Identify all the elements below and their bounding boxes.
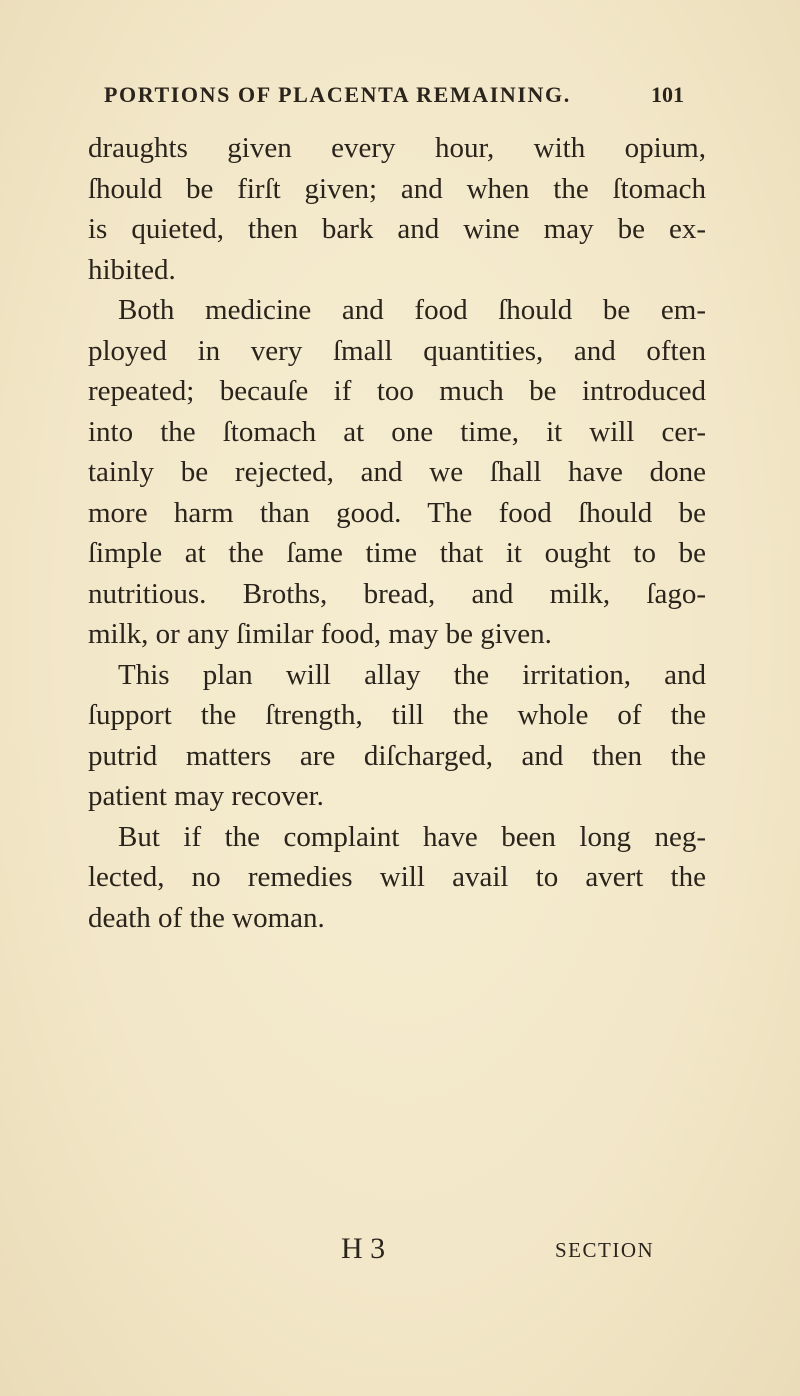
body-text — [88, 128, 706, 938]
signature-mark: H 3 — [341, 1232, 386, 1265]
text-line: patient may recover. — [88, 780, 324, 812]
text-line: nutritious. Broths, bread, and milk, ſago- — [88, 577, 706, 610]
text-line: putrid matters are diſcharged, and then the — [88, 739, 706, 772]
text-line: ſupport the ſtrength, till the whole of the — [88, 699, 706, 731]
text-line: This plan will allay the irritation, and — [118, 658, 706, 691]
text-line: is quieted, then bark and wine may be ex- — [88, 213, 706, 245]
text-line: more harm than good. The food ſhould be — [88, 496, 706, 529]
catchword: SECTION — [555, 1238, 655, 1262]
page-footer — [0, 1232, 800, 1272]
text-line: draughts given every hour, with opium, — [88, 132, 706, 164]
text-line: repeated; becauſe if too much be introduced — [88, 375, 706, 407]
text-line: But if the complaint have been long neg- — [118, 820, 706, 853]
text-line: milk, or any ſimilar food, may be given. — [88, 618, 552, 650]
page-number: 101 — [651, 82, 684, 107]
running-head — [104, 82, 684, 116]
text-line: death of the woman. — [88, 901, 325, 934]
text-line: lected, no remedies will avail to avert the — [88, 861, 706, 893]
text-line: tainly be rejected, and we ſhall have done — [88, 456, 706, 488]
text-line: Both medicine and food ſhould be em- — [118, 294, 706, 326]
text-line: into the ſtomach at one time, it will cer- — [88, 415, 706, 448]
text-line: ployed in very ſmall quantities, and often — [88, 334, 706, 367]
text-line: ſhould be firſt given; and when the ſtomach — [88, 172, 706, 205]
text-line: ſimple at the ſame time that it ought to be — [88, 537, 706, 569]
text-line: hibited. — [88, 253, 176, 286]
running-title: PORTIONS OF PLACENTA REMAINING. — [104, 82, 571, 107]
